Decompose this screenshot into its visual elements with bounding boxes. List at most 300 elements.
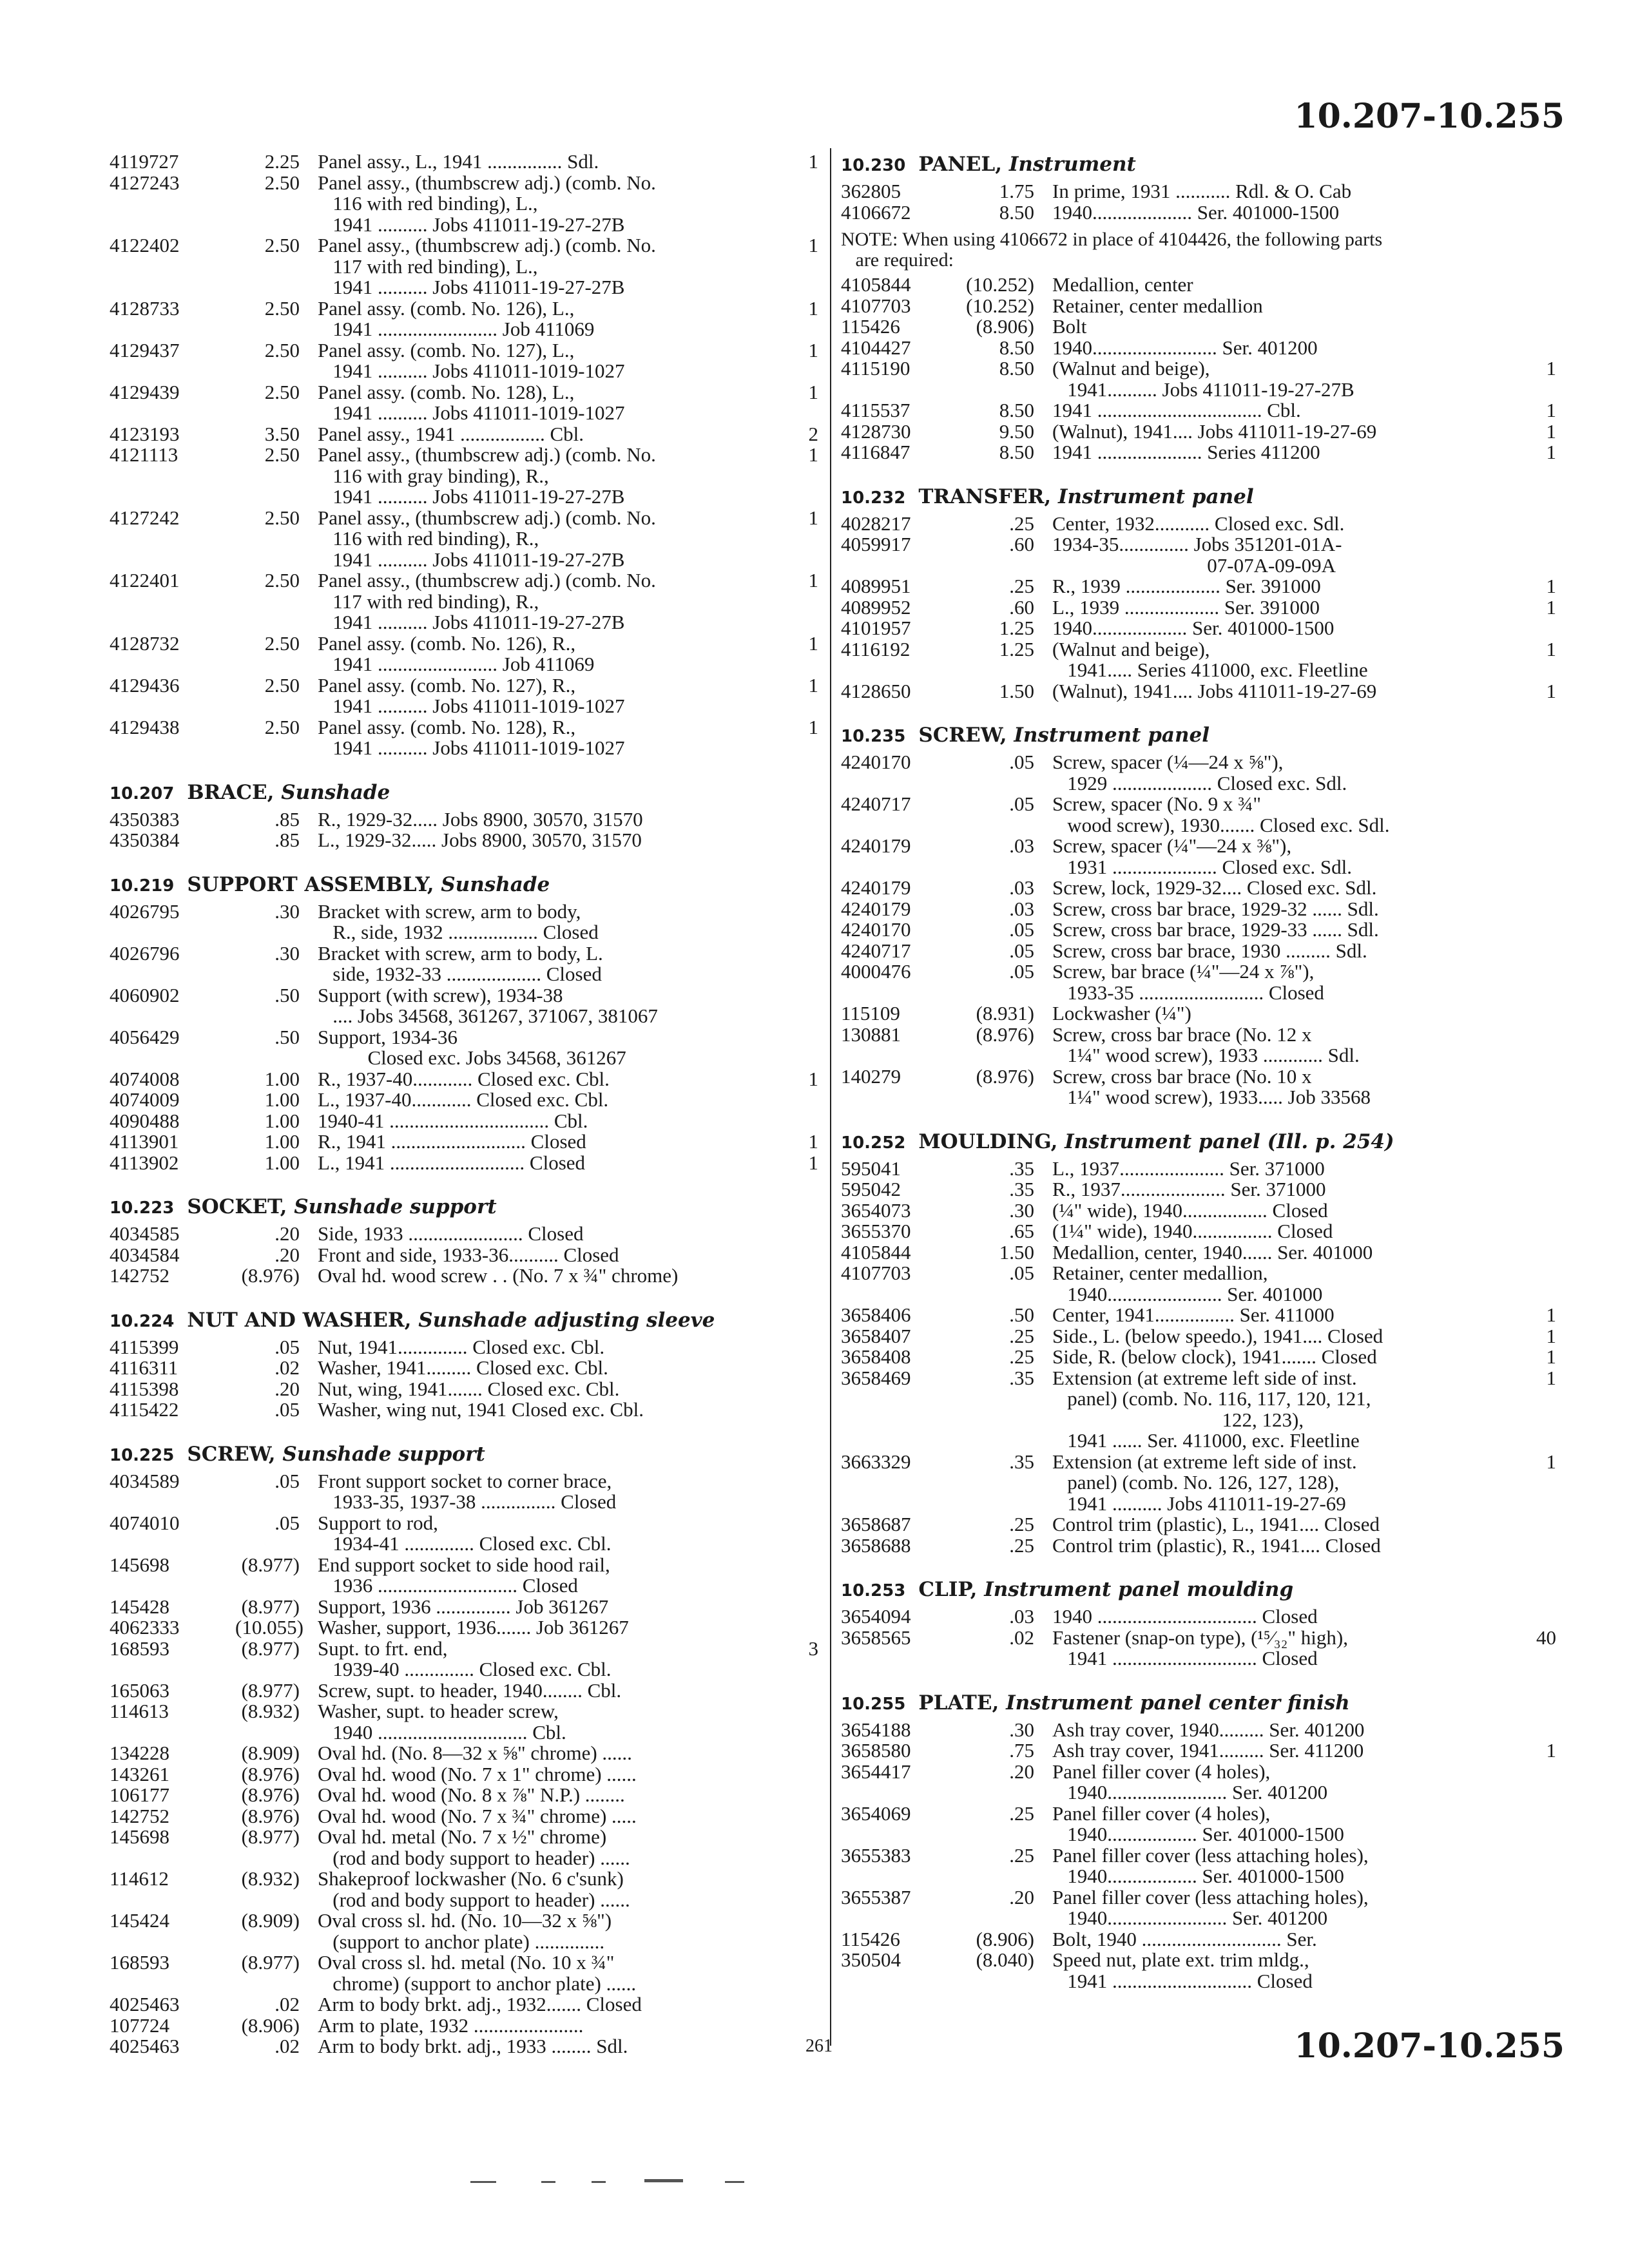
part-description: In prime, 1931 ........... Rdl. & O. Cab xyxy=(1052,180,1352,202)
part-price: .25 xyxy=(1009,1843,1034,1867)
section-number: 10.230 xyxy=(841,156,906,175)
part-row xyxy=(841,1950,1556,1992)
part-description: Lockwasher (¼") xyxy=(1052,1002,1191,1024)
part-row xyxy=(841,534,1556,576)
part-price: .50 xyxy=(1009,1303,1034,1326)
part-price: (8.906) xyxy=(976,1927,1034,1950)
part-number: 4127242 xyxy=(110,506,180,529)
part-row xyxy=(110,1555,818,1597)
part-price: .05 xyxy=(1009,793,1034,815)
part-row xyxy=(110,235,818,298)
part-quantity: 1 xyxy=(808,234,818,256)
part-number: 4026795 xyxy=(110,899,180,923)
part-description: Screw, cross bar brace (No. 12 x 1¼" wood screw), 1933 ............ Sdl. xyxy=(1052,1023,1360,1066)
part-price: 9.50 xyxy=(999,419,1034,443)
part-description: Panel assy. (comb. No. 128), L., 1941 .......... Jobs 411011-1019-1027 xyxy=(318,380,625,424)
part-number: 4240170 xyxy=(841,918,911,941)
part-row xyxy=(841,597,1556,619)
part-price: .05 xyxy=(1009,918,1034,941)
section-category: SCREW, xyxy=(918,724,1007,747)
part-description: (Walnut and beige), 1941.......... Jobs 411011-19-27-27B xyxy=(1052,357,1354,401)
part-number: 4113901 xyxy=(110,1130,179,1153)
part-description: R., 1937-40............ Closed exc. Cbl. xyxy=(318,1067,610,1090)
section-category: BRACE, xyxy=(187,780,275,804)
part-quantity: 1 xyxy=(1546,419,1556,443)
part-price: .05 xyxy=(275,1335,300,1358)
part-row xyxy=(110,340,818,382)
part-number: 4129436 xyxy=(110,673,180,697)
part-number: 4127243 xyxy=(110,171,180,194)
part-price: .03 xyxy=(1009,897,1034,920)
part-number: 4101957 xyxy=(841,617,911,639)
part-description: L., 1929-32..... Jobs 8900, 30570, 31570 xyxy=(318,829,642,851)
part-row xyxy=(110,633,818,675)
part-number: 4128650 xyxy=(841,679,911,702)
part-number: 4060902 xyxy=(110,983,180,1006)
left-column xyxy=(110,151,818,2057)
scan-artifact-line xyxy=(470,2181,496,2183)
part-row xyxy=(110,1597,818,1618)
scan-artifact-line xyxy=(644,2179,683,2182)
part-description: Oval hd. wood (No. 7 x ¾" chrome) ..... xyxy=(318,1804,637,1827)
part-price: .02 xyxy=(1009,1626,1034,1649)
part-number: 130881 xyxy=(841,1023,901,1046)
part-description: 1940-41 ................................ Cbl. xyxy=(318,1109,588,1132)
section-number: 10.224 xyxy=(110,1311,175,1331)
part-row xyxy=(841,442,1556,463)
part-price: .25 xyxy=(1009,1533,1034,1557)
part-description: Screw, supt. to header, 1940........ Cbl. xyxy=(318,1678,622,1702)
section-category: MOULDING, xyxy=(918,1129,1058,1153)
part-description: Extension (at extreme left side of inst. panel) (comb. No. 126, 127, 128), 1941 .......... Jobs 411011-19-27-69 xyxy=(1052,1450,1357,1515)
part-price: .50 xyxy=(275,983,300,1006)
part-description: Support, 1936 ............... Job 361267 xyxy=(318,1595,609,1618)
part-price: (8.977) xyxy=(241,1678,300,1702)
part-description: Panel assy. (comb. No. 128), R., 1941 .......... Jobs 411011-1019-1027 xyxy=(318,715,625,759)
parts-section xyxy=(110,780,818,851)
part-number: 4107703 xyxy=(841,1262,911,1284)
part-description: (1¼" wide), 1940................ Closed xyxy=(1052,1220,1333,1242)
part-price: .20 xyxy=(1009,1760,1034,1783)
part-quantity: 1 xyxy=(808,715,818,738)
part-price: (8.906) xyxy=(976,315,1034,338)
part-row xyxy=(110,1471,818,1513)
part-description: Oval hd. wood screw . . (No. 7 x ¾" chrome) xyxy=(318,1264,679,1287)
part-description: Retainer, center medallion xyxy=(1052,294,1263,317)
part-description: Oval hd. metal (No. 7 x ½" chrome) (rod and body support to header) ...... xyxy=(318,1825,630,1869)
section-heading xyxy=(841,1690,1556,1717)
part-row xyxy=(841,1200,1556,1222)
part-price: .85 xyxy=(275,829,300,851)
part-description: R., 1941 ........................... Closed xyxy=(318,1130,586,1153)
part-number: 114612 xyxy=(110,1867,169,1890)
part-price: 1.00 xyxy=(264,1151,300,1174)
part-row xyxy=(110,298,818,340)
part-description: Bolt, 1940 ............................ Ser. xyxy=(1052,1927,1317,1950)
part-price: 1.00 xyxy=(264,1109,300,1132)
section-heading xyxy=(110,1307,818,1334)
part-description: Panel assy. (comb. No. 127), R., 1941 .......... Jobs 411011-1019-1027 xyxy=(318,673,625,717)
part-row xyxy=(841,1179,1556,1200)
part-description: Control trim (plastic), R., 1941.... Closed xyxy=(1052,1533,1381,1557)
part-number: 4123193 xyxy=(110,422,180,445)
parts-section xyxy=(841,484,1556,702)
part-number: 4105844 xyxy=(841,1240,911,1264)
part-price: .25 xyxy=(1009,1513,1034,1535)
part-number: 3658565 xyxy=(841,1626,911,1649)
part-description: Oval hd. wood (No. 7 x 1" chrome) ...... xyxy=(318,1762,637,1785)
part-price: .25 xyxy=(1009,512,1034,535)
part-number: 4122402 xyxy=(110,234,180,256)
page-range-footer: 10.207-10.255 xyxy=(1294,2026,1565,2066)
section-category: TRANSFER, xyxy=(918,485,1052,508)
part-row xyxy=(110,1379,818,1400)
part-description: Screw, spacer (No. 9 x ¾" wood screw), 1930....... Closed exc. Sdl. xyxy=(1052,793,1390,836)
part-description: Oval hd. wood (No. 8 x ⅞" N.P.) ........ xyxy=(318,1783,625,1806)
part-row xyxy=(110,943,818,985)
part-price: .05 xyxy=(1009,1262,1034,1284)
part-row xyxy=(841,400,1556,421)
part-quantity: 2 xyxy=(808,422,818,445)
column-divider xyxy=(830,148,831,2046)
part-description: (Walnut and beige), 1941..... Series 411000, exc. Fleetline xyxy=(1052,637,1368,681)
part-price: (8.977) xyxy=(241,1553,300,1576)
part-quantity: 1 xyxy=(808,1151,818,1174)
section-subtitle: Instrument xyxy=(1008,153,1136,176)
part-row xyxy=(110,570,818,633)
part-description: Panel assy., (thumbscrew adj.) (comb. No. 117 with red binding), R., 1941 .......... Jobs 411011-19-27-27B xyxy=(318,569,656,633)
part-number: 4059917 xyxy=(841,533,911,555)
part-description: Support to rod, 1934-41 .............. Closed exc. Cbl. xyxy=(318,1511,612,1555)
part-quantity: 40 xyxy=(1536,1626,1556,1649)
part-description: Front support socket to corner brace, 1933-35, 1937-38 ............... Closed xyxy=(318,1469,617,1513)
part-quantity: 1 xyxy=(1546,441,1556,463)
part-description: 1940.................... Ser. 401000-1500 xyxy=(1052,200,1340,224)
page-range-header: 10.207-10.255 xyxy=(1294,97,1565,136)
part-row xyxy=(110,675,818,717)
part-row xyxy=(841,1347,1556,1368)
part-description: Washer, wing nut, 1941 Closed exc. Cbl. xyxy=(318,1398,644,1421)
part-price: 1.25 xyxy=(999,617,1034,639)
part-price: .20 xyxy=(275,1377,300,1400)
part-row xyxy=(110,1952,818,1994)
part-description: 1940................... Ser. 401000-1500 xyxy=(1052,617,1335,639)
part-number: 3658580 xyxy=(841,1739,911,1762)
part-number: 3654417 xyxy=(841,1760,911,1783)
part-number: 142752 xyxy=(110,1804,169,1827)
part-number: 107724 xyxy=(110,2013,169,2037)
part-number: 4240179 xyxy=(841,897,911,920)
part-price: .25 xyxy=(1009,1802,1034,1825)
part-quantity: 1 xyxy=(1546,679,1556,702)
part-number: 115109 xyxy=(841,1002,900,1024)
parts-section xyxy=(110,872,818,1174)
part-row xyxy=(841,316,1556,338)
part-quantity: 1 xyxy=(1546,399,1556,421)
part-quantity: 1 xyxy=(1546,595,1556,619)
part-number: 3654188 xyxy=(841,1718,911,1741)
part-row xyxy=(110,1027,818,1069)
part-number: 4128730 xyxy=(841,419,911,443)
part-number: 3655370 xyxy=(841,1220,911,1242)
part-price: (8.976) xyxy=(976,1064,1034,1088)
part-price: (8.977) xyxy=(241,1595,300,1618)
part-number: 362805 xyxy=(841,180,901,202)
part-number: 145424 xyxy=(110,1909,169,1932)
part-row xyxy=(841,1242,1556,1264)
part-number: 3658687 xyxy=(841,1513,911,1535)
part-row xyxy=(110,173,818,236)
part-quantity: 1 xyxy=(1546,1739,1556,1762)
part-number: 3658408 xyxy=(841,1345,911,1368)
part-row xyxy=(841,1368,1556,1452)
part-price: 2.50 xyxy=(264,171,300,194)
part-description: Ash tray cover, 1941......... Ser. 411200 xyxy=(1052,1739,1364,1762)
section-subtitle: Sunshade support xyxy=(282,1442,485,1466)
part-quantity: 1 xyxy=(808,443,818,466)
part-number: 4240717 xyxy=(841,793,911,815)
section-number: 10.207 xyxy=(110,783,175,803)
part-row xyxy=(841,576,1556,597)
part-row xyxy=(110,717,818,759)
part-number: 4104427 xyxy=(841,336,911,359)
part-price: 1.00 xyxy=(264,1067,300,1090)
part-description: Panel assy., (thumbscrew adj.) (comb. No. 116 with red binding), L., 1941 .......... Jobs 411011-19-27-27B xyxy=(318,171,656,236)
part-price: 1.00 xyxy=(264,1130,300,1153)
part-description: Side., L. (below speedo.), 1941.... Closed xyxy=(1052,1324,1383,1347)
part-description: 1941 ................................. Cbl. xyxy=(1052,399,1301,421)
part-quantity: 1 xyxy=(808,296,818,320)
part-number: 168593 xyxy=(110,1951,169,1974)
part-row xyxy=(841,794,1556,836)
part-number: 168593 xyxy=(110,1637,169,1660)
part-description: Oval hd. (No. 8—32 x ⅝" chrome) ...... xyxy=(318,1742,632,1764)
section-subtitle: Instrument panel center finish xyxy=(1006,1691,1350,1715)
part-price: (10.252) xyxy=(966,294,1034,317)
part-description: (¼" wide), 1940................. Closed xyxy=(1052,1198,1328,1222)
part-number: 114613 xyxy=(110,1700,169,1722)
part-row xyxy=(110,2036,818,2057)
part-description: Support, 1934-36 Closed exc. Jobs 34568, 361267 xyxy=(318,1025,626,1069)
part-price: .05 xyxy=(1009,960,1034,983)
part-row xyxy=(841,941,1556,962)
section-subtitle: Sunshade xyxy=(441,872,550,896)
part-number: 4115537 xyxy=(841,399,911,421)
part-price: 1.75 xyxy=(999,180,1034,202)
part-row xyxy=(841,681,1556,702)
part-price: (8.976) xyxy=(241,1783,300,1806)
parts-section xyxy=(110,151,818,759)
part-row xyxy=(110,1153,818,1174)
part-number: 3658688 xyxy=(841,1533,911,1557)
section-note: NOTE: When using 4106672 in place of 4104426, the following parts are required: xyxy=(841,229,1383,271)
scan-artifact-line xyxy=(592,2181,606,2183)
part-price: 8.50 xyxy=(999,200,1034,224)
part-price: (8.040) xyxy=(976,1948,1034,1971)
part-price: (8.932) xyxy=(241,1867,300,1890)
part-description: Panel assy., L., 1941 ............... Sdl. xyxy=(318,150,599,173)
section-number: 10.223 xyxy=(110,1198,175,1218)
parts-section xyxy=(110,1307,818,1421)
part-number: 115426 xyxy=(841,315,900,338)
part-row xyxy=(110,1806,818,1827)
part-number: 145428 xyxy=(110,1595,169,1618)
part-row xyxy=(841,296,1556,317)
part-description: Extension (at extreme left side of inst. panel) (comb. No. 116, 117, 120, 121, 122, 123), 1941 ...... Ser. 411000, exc. Fleetline xyxy=(1052,1366,1371,1452)
part-price: .25 xyxy=(1009,1324,1034,1347)
part-number: 4025463 xyxy=(110,1993,180,2015)
part-quantity: 1 xyxy=(808,631,818,655)
section-heading xyxy=(841,151,1556,178)
part-number: 165063 xyxy=(110,1678,169,1702)
part-description: Shakeproof lockwasher (No. 6 c'sunk) (rod and body support to header) ...... xyxy=(318,1867,630,1911)
part-row xyxy=(841,836,1556,878)
part-description: Panel filler cover (4 holes), 1940.................. Ser. 401000-1500 xyxy=(1052,1802,1344,1845)
section-category: SCREW, xyxy=(187,1442,276,1466)
part-number: 4350384 xyxy=(110,829,180,851)
part-row xyxy=(841,1452,1556,1515)
part-row xyxy=(841,1024,1556,1066)
part-price: (8.931) xyxy=(976,1002,1034,1024)
part-quantity: 1 xyxy=(808,338,818,361)
part-description: Nut, 1941.............. Closed exc. Cbl. xyxy=(318,1335,605,1358)
part-price: (8.906) xyxy=(241,2013,300,2037)
part-number: 4026796 xyxy=(110,941,180,965)
part-row xyxy=(110,508,818,571)
part-number: 4119727 xyxy=(110,150,179,173)
part-description: Medallion, center xyxy=(1052,273,1193,296)
part-number: 140279 xyxy=(841,1064,901,1088)
part-number: 4106672 xyxy=(841,200,911,224)
part-row xyxy=(110,1869,818,1910)
part-price: .05 xyxy=(275,1469,300,1492)
part-number: 4240170 xyxy=(841,751,911,773)
part-row xyxy=(841,1305,1556,1326)
parts-section xyxy=(841,1577,1556,1669)
part-row xyxy=(841,1326,1556,1347)
part-description: L., 1937..................... Ser. 371000 xyxy=(1052,1157,1325,1180)
part-price: (8.976) xyxy=(241,1762,300,1785)
part-price: (8.977) xyxy=(241,1951,300,1974)
section-subtitle: Instrument panel (Ill. p. 254) xyxy=(1065,1129,1394,1153)
parts-section xyxy=(841,1129,1556,1557)
part-row xyxy=(841,338,1556,359)
part-description: Supt. to frt. end, 1939-40 .............. Closed exc. Cbl. xyxy=(318,1637,612,1680)
page-number: 261 xyxy=(805,2036,833,2056)
part-price: 1.50 xyxy=(999,1240,1034,1264)
part-price: 8.50 xyxy=(999,336,1034,359)
part-price: .35 xyxy=(1009,1450,1034,1473)
part-description: Retainer, center medallion, 1940....................... Ser. 401000 xyxy=(1052,1262,1323,1305)
part-description: Nut, wing, 1941....... Closed exc. Cbl. xyxy=(318,1377,620,1400)
part-number: 4089951 xyxy=(841,575,911,597)
part-number: 4115190 xyxy=(841,357,911,380)
part-number: 142752 xyxy=(110,1264,169,1287)
part-row xyxy=(841,618,1556,639)
part-number: 4115422 xyxy=(110,1398,179,1421)
part-row xyxy=(110,1680,818,1702)
part-price: .60 xyxy=(1009,595,1034,619)
part-price: 8.50 xyxy=(999,357,1034,380)
part-price: (8.909) xyxy=(241,1742,300,1764)
part-price: 2.50 xyxy=(264,338,300,361)
part-row xyxy=(841,1003,1556,1024)
section-category: PANEL, xyxy=(918,153,1003,176)
part-price: 2.50 xyxy=(264,296,300,320)
part-quantity: 1 xyxy=(1546,1450,1556,1473)
part-description: 1934-35.............. Jobs 351201-01A- 07-07A-09-09A xyxy=(1052,533,1342,577)
part-price: .05 xyxy=(275,1398,300,1421)
part-price: .50 xyxy=(275,1025,300,1048)
section-subtitle: Sunshade support xyxy=(294,1195,497,1218)
part-quantity: 1 xyxy=(808,506,818,529)
section-heading xyxy=(110,1194,818,1221)
part-number: 4062333 xyxy=(110,1616,180,1639)
part-number: 4128733 xyxy=(110,296,180,320)
part-number: 4240179 xyxy=(841,876,911,899)
part-number: 3658406 xyxy=(841,1303,911,1326)
part-price: 2.50 xyxy=(264,715,300,738)
part-description: 1940......................... Ser. 401200 xyxy=(1052,336,1318,359)
section-category: SOCKET, xyxy=(187,1195,287,1218)
part-row xyxy=(841,181,1556,202)
part-row xyxy=(110,1399,818,1421)
part-number: 4121113 xyxy=(110,443,178,466)
part-row xyxy=(110,901,818,943)
part-price: .05 xyxy=(1009,751,1034,773)
scan-artifact-line xyxy=(725,2181,744,2183)
part-description: Support (with screw), 1934-38 .... Jobs 34568, 361267, 371067, 381067 xyxy=(318,983,658,1027)
part-row xyxy=(841,1221,1556,1242)
section-number: 10.225 xyxy=(110,1445,175,1465)
part-number: 3654094 xyxy=(841,1605,911,1628)
part-price: (8.976) xyxy=(241,1804,300,1827)
part-description: R., 1939 ................... Ser. 391000 xyxy=(1052,575,1321,597)
part-price: (8.909) xyxy=(241,1909,300,1932)
part-quantity: 1 xyxy=(1546,1303,1556,1326)
part-row xyxy=(841,1762,1556,1803)
part-row xyxy=(841,1066,1556,1108)
part-number: 4074010 xyxy=(110,1511,180,1534)
part-price: 2.50 xyxy=(264,443,300,466)
part-price: .03 xyxy=(1009,876,1034,899)
part-number: 4025463 xyxy=(110,2035,180,2057)
part-row xyxy=(110,809,818,831)
part-description: Oval cross sl. hd. (No. 10—32 x ⅝") (support to anchor plate) .............. xyxy=(318,1909,612,1953)
part-row xyxy=(110,1764,818,1785)
part-description: R., 1937..................... Ser. 371000 xyxy=(1052,1178,1326,1200)
part-number: 4107703 xyxy=(841,294,911,317)
section-category: SUPPORT ASSEMBLY, xyxy=(187,872,434,896)
part-price: .03 xyxy=(1009,1605,1034,1628)
part-description: 1940 ................................ Closed xyxy=(1052,1605,1318,1628)
part-description: Panel filler cover (4 holes), 1940........................ Ser. 401200 xyxy=(1052,1760,1328,1803)
section-number: 10.232 xyxy=(841,488,906,508)
part-number: 4129438 xyxy=(110,715,180,738)
part-quantity: 1 xyxy=(808,569,818,591)
section-category: NUT AND WASHER, xyxy=(187,1308,412,1332)
part-row xyxy=(110,830,818,851)
part-number: 106177 xyxy=(110,1783,169,1806)
section-number: 10.219 xyxy=(110,876,175,896)
section-category: CLIP, xyxy=(918,1578,978,1601)
part-number: 4240717 xyxy=(841,939,911,962)
part-price: (8.977) xyxy=(241,1825,300,1848)
part-description: Bracket with screw, arm to body, R., side, 1932 .................. Closed xyxy=(318,899,599,943)
section-heading xyxy=(110,1441,818,1468)
part-price: .20 xyxy=(275,1222,300,1245)
part-quantity: 1 xyxy=(1546,1345,1556,1368)
